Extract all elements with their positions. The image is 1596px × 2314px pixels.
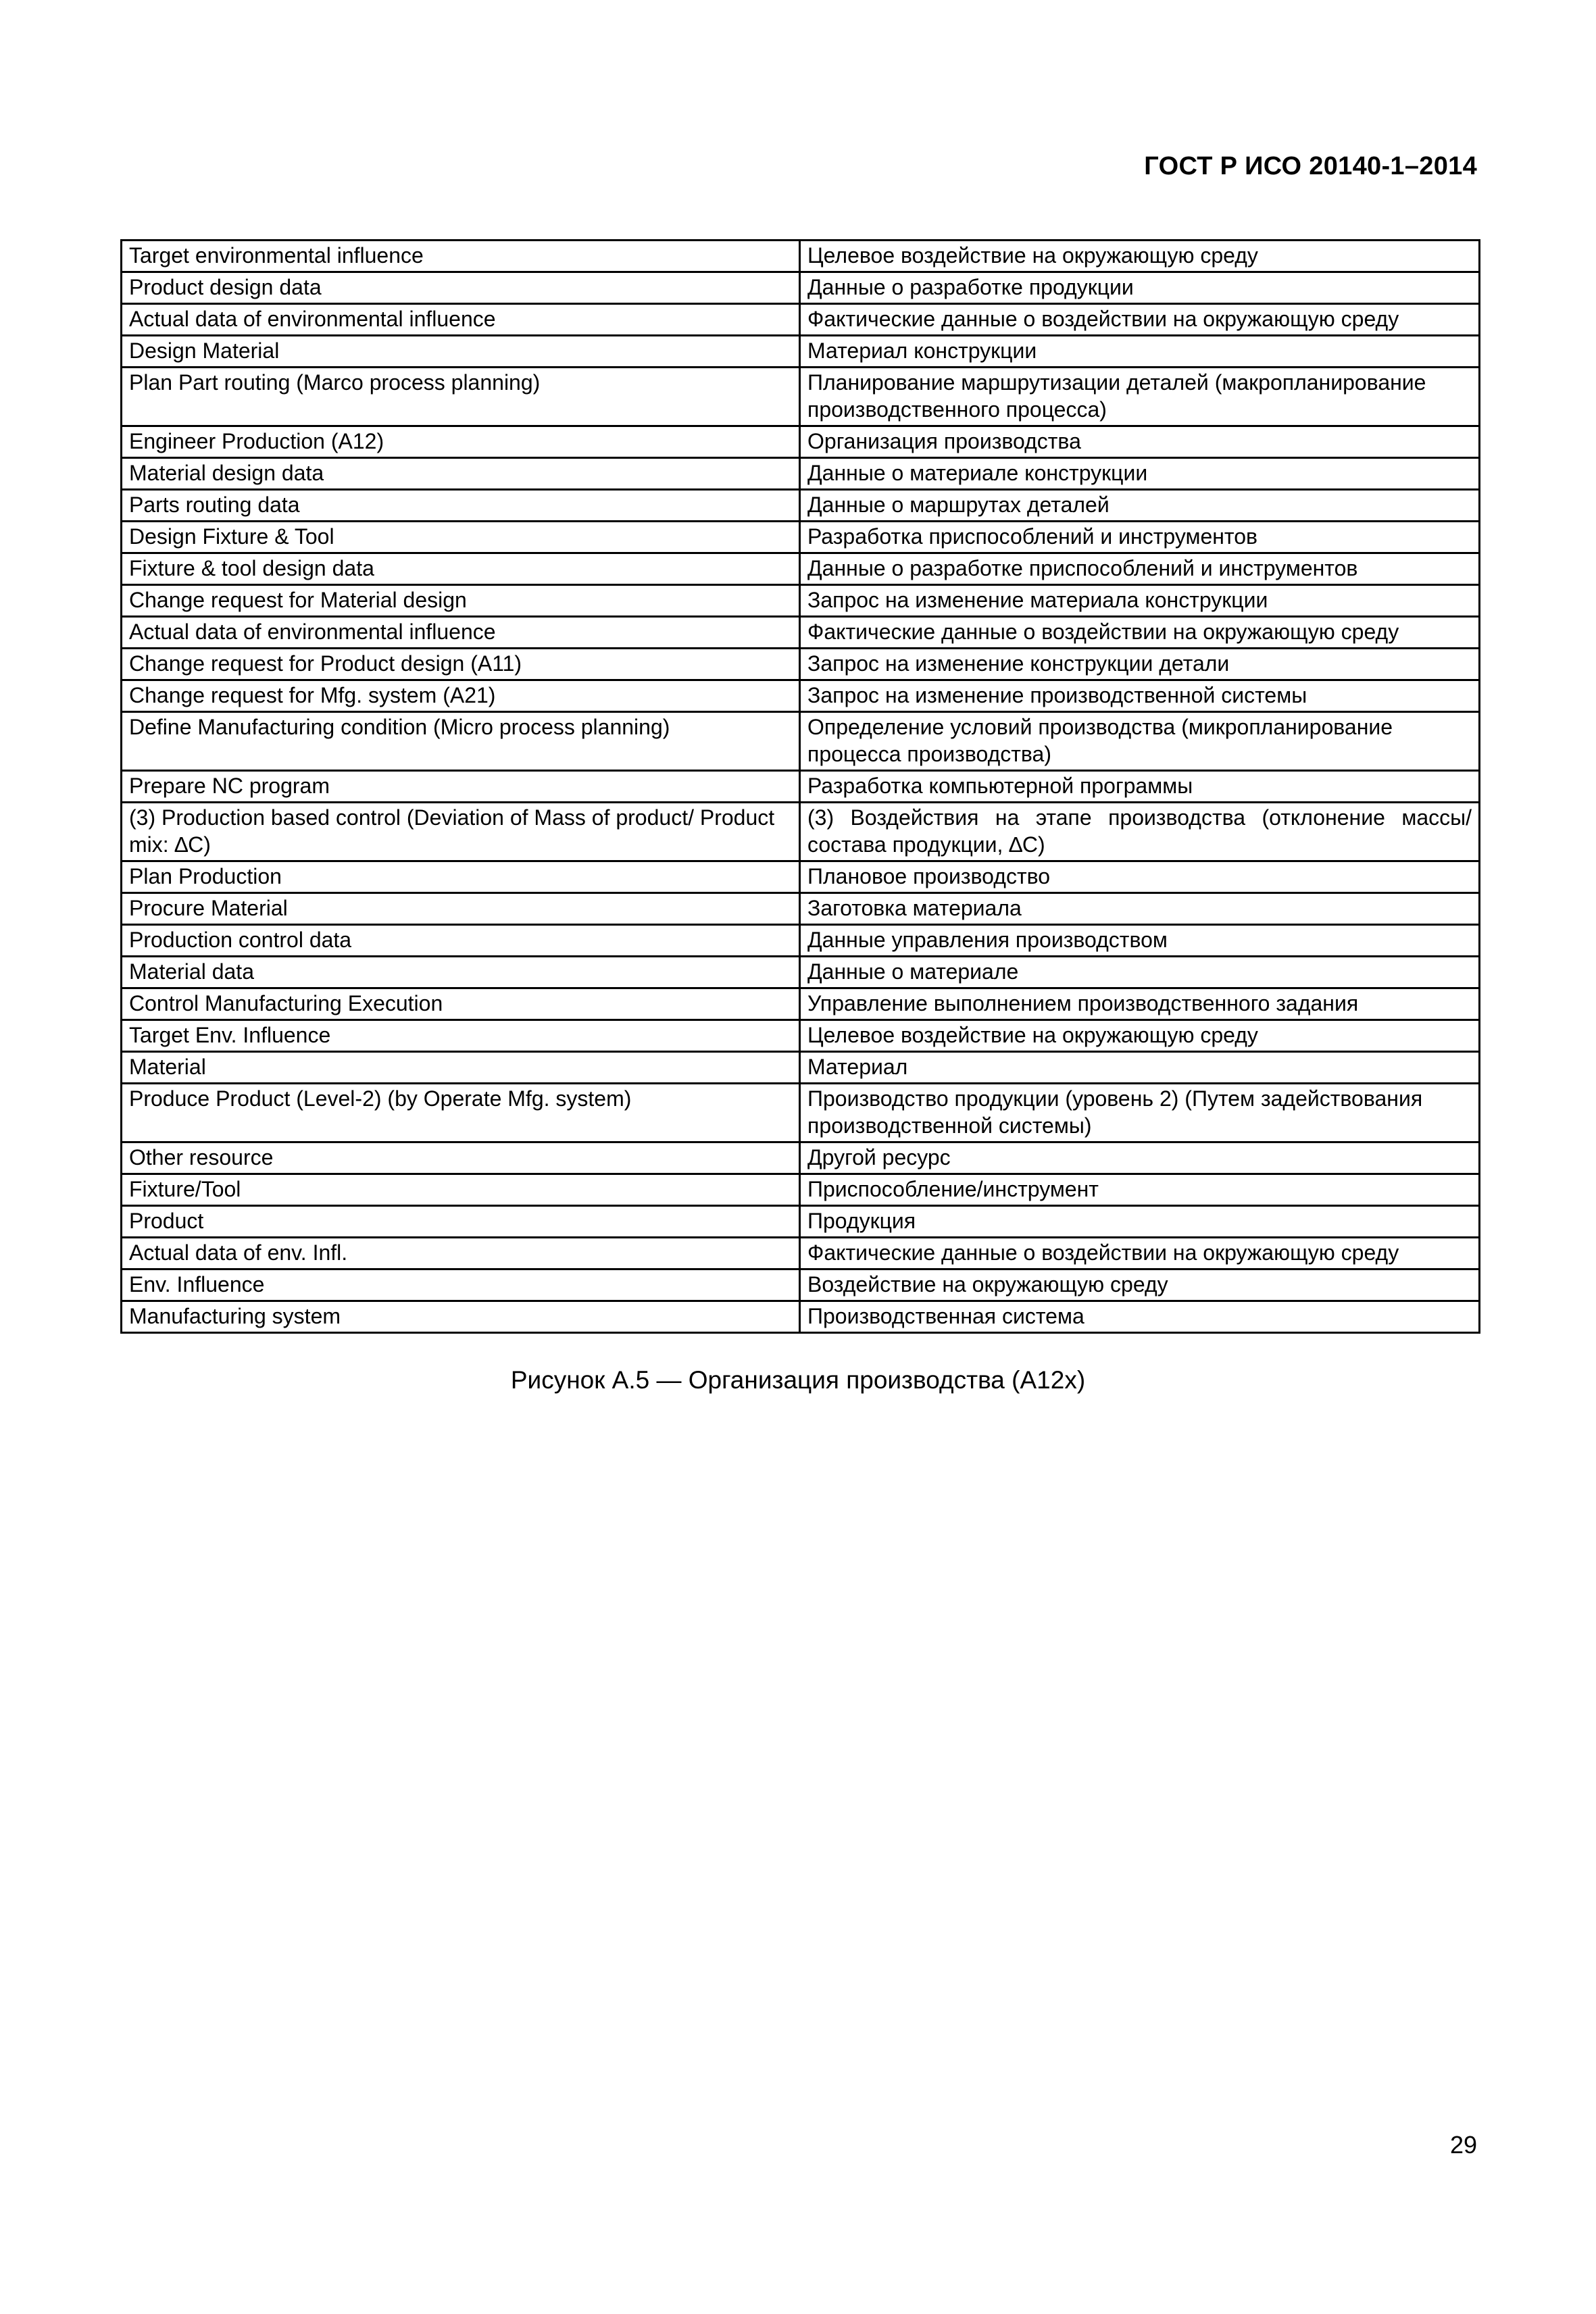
term-russian-cell: Фактические данные о воздействии на окружающую среду bbox=[800, 304, 1480, 336]
term-russian-cell: Разработка приспособлений и инструментов bbox=[800, 522, 1480, 553]
table-row bbox=[122, 988, 1480, 1020]
term-russian-cell: Плановое производство bbox=[800, 861, 1480, 893]
term-russian-cell: Разработка компьютерной программы bbox=[800, 771, 1480, 803]
table-row bbox=[122, 1052, 1480, 1084]
term-english-cell: Fixture/Tool bbox=[122, 1174, 800, 1206]
term-russian-cell: Организация производства bbox=[800, 426, 1480, 458]
term-russian-cell: Другой ресурс bbox=[800, 1142, 1480, 1174]
table-row bbox=[122, 490, 1480, 522]
term-english-cell: Actual data of environmental influence bbox=[122, 617, 800, 649]
term-russian-cell: Целевое воздействие на окружающую среду bbox=[800, 241, 1480, 272]
table-row bbox=[122, 1269, 1480, 1301]
term-russian-cell: Запрос на изменение конструкции детали bbox=[800, 649, 1480, 680]
table-row bbox=[122, 1206, 1480, 1238]
term-english-cell: Design Fixture & Tool bbox=[122, 522, 800, 553]
term-english-cell: Produce Product (Level-2) (by Operate Mfg. system) bbox=[122, 1084, 800, 1142]
table-row bbox=[122, 458, 1480, 490]
figure-caption: Рисунок А.5 — Организация производства (А12х) bbox=[510, 1366, 1086, 1394]
term-russian-cell: Производственная система bbox=[800, 1301, 1480, 1333]
table-row bbox=[122, 241, 1480, 272]
term-russian-cell: Фактические данные о воздействии на окружающую среду bbox=[800, 617, 1480, 649]
term-russian-cell: Определение условий производства (микропланирование процесса производства) bbox=[800, 712, 1480, 771]
term-english-cell: Change request for Mfg. system (A21) bbox=[122, 680, 800, 712]
term-english-cell: Define Manufacturing condition (Micro process planning) bbox=[122, 712, 800, 771]
term-english-cell: Actual data of environmental influence bbox=[122, 304, 800, 336]
term-english-cell: (3) Production based control (Deviation of Mass of product/ Product mix: ∆C) bbox=[122, 803, 800, 861]
table-row bbox=[122, 1084, 1480, 1142]
table-row bbox=[122, 925, 1480, 957]
table-row bbox=[122, 522, 1480, 553]
term-english-cell: Production control data bbox=[122, 925, 800, 957]
terms-table-body bbox=[122, 241, 1480, 1333]
table-row bbox=[122, 1174, 1480, 1206]
table-row bbox=[122, 680, 1480, 712]
terms-table bbox=[120, 239, 1480, 1334]
term-english-cell: Plan Part routing (Marco process planning) bbox=[122, 368, 800, 426]
term-english-cell: Plan Production bbox=[122, 861, 800, 893]
term-english-cell: Change request for Product design (A11) bbox=[122, 649, 800, 680]
term-english-cell: Env. Influence bbox=[122, 1269, 800, 1301]
table-row bbox=[122, 649, 1480, 680]
term-english-cell: Engineer Production (A12) bbox=[122, 426, 800, 458]
term-english-cell: Manufacturing system bbox=[122, 1301, 800, 1333]
table-row bbox=[122, 553, 1480, 585]
term-english-cell: Product design data bbox=[122, 272, 800, 304]
term-english-cell: Material bbox=[122, 1052, 800, 1084]
table-row bbox=[122, 1142, 1480, 1174]
term-english-cell: Fixture & tool design data bbox=[122, 553, 800, 585]
term-russian-cell: Данные о материале bbox=[800, 957, 1480, 988]
table-row bbox=[122, 893, 1480, 925]
term-russian-cell: Материал конструкции bbox=[800, 336, 1480, 368]
term-english-cell: Parts routing data bbox=[122, 490, 800, 522]
term-russian-cell: (3) Воздействия на этапе производства (отклонение массы/ состава продукции, ∆C) bbox=[800, 803, 1480, 861]
term-russian-cell: Данные о разработке продукции bbox=[800, 272, 1480, 304]
term-russian-cell: Данные о маршрутах деталей bbox=[800, 490, 1480, 522]
table-row bbox=[122, 957, 1480, 988]
term-russian-cell: Данные управления производством bbox=[800, 925, 1480, 957]
term-english-cell: Material design data bbox=[122, 458, 800, 490]
table-row bbox=[122, 861, 1480, 893]
term-russian-cell: Производство продукции (уровень 2) (Путем задействования производственной системы) bbox=[800, 1084, 1480, 1142]
term-english-cell: Other resource bbox=[122, 1142, 800, 1174]
table-row bbox=[122, 803, 1480, 861]
term-russian-cell: Данные о разработке приспособлений и инструментов bbox=[800, 553, 1480, 585]
term-russian-cell: Воздействие на окружающую среду bbox=[800, 1269, 1480, 1301]
term-russian-cell: Планирование маршрутизации деталей (макропланирование производственного процесса) bbox=[800, 368, 1480, 426]
term-english-cell: Target environmental influence bbox=[122, 241, 800, 272]
term-russian-cell: Запрос на изменение производственной системы bbox=[800, 680, 1480, 712]
term-english-cell: Design Material bbox=[122, 336, 800, 368]
term-russian-cell: Целевое воздействие на окружающую среду bbox=[800, 1020, 1480, 1052]
term-english-cell: Material data bbox=[122, 957, 800, 988]
term-english-cell: Control Manufacturing Execution bbox=[122, 988, 800, 1020]
table-row bbox=[122, 771, 1480, 803]
term-english-cell: Prepare NC program bbox=[122, 771, 800, 803]
term-russian-cell: Приспособление/инструмент bbox=[800, 1174, 1480, 1206]
document-standard-code: ГОСТ Р ИСО 20140-1–2014 bbox=[1144, 152, 1477, 180]
table-row bbox=[122, 617, 1480, 649]
term-russian-cell: Заготовка материала bbox=[800, 893, 1480, 925]
table-row bbox=[122, 1238, 1480, 1269]
term-russian-cell: Управление выполнением производственного задания bbox=[800, 988, 1480, 1020]
term-russian-cell: Продукция bbox=[800, 1206, 1480, 1238]
term-english-cell: Procure Material bbox=[122, 893, 800, 925]
page-number: 29 bbox=[1449, 2131, 1477, 2159]
term-russian-cell: Фактические данные о воздействии на окружающую среду bbox=[800, 1238, 1480, 1269]
table-row bbox=[122, 712, 1480, 771]
table-row bbox=[122, 272, 1480, 304]
term-english-cell: Change request for Material design bbox=[122, 585, 800, 617]
term-english-cell: Product bbox=[122, 1206, 800, 1238]
term-russian-cell: Материал bbox=[800, 1052, 1480, 1084]
table-row bbox=[122, 1301, 1480, 1333]
table-row bbox=[122, 304, 1480, 336]
table-row bbox=[122, 585, 1480, 617]
table-row bbox=[122, 426, 1480, 458]
table-row bbox=[122, 336, 1480, 368]
term-russian-cell: Данные о материале конструкции bbox=[800, 458, 1480, 490]
table-row bbox=[122, 1020, 1480, 1052]
term-english-cell: Target Env. Influence bbox=[122, 1020, 800, 1052]
table-row bbox=[122, 368, 1480, 426]
term-english-cell: Actual data of env. Infl. bbox=[122, 1238, 800, 1269]
term-russian-cell: Запрос на изменение материала конструкции bbox=[800, 585, 1480, 617]
